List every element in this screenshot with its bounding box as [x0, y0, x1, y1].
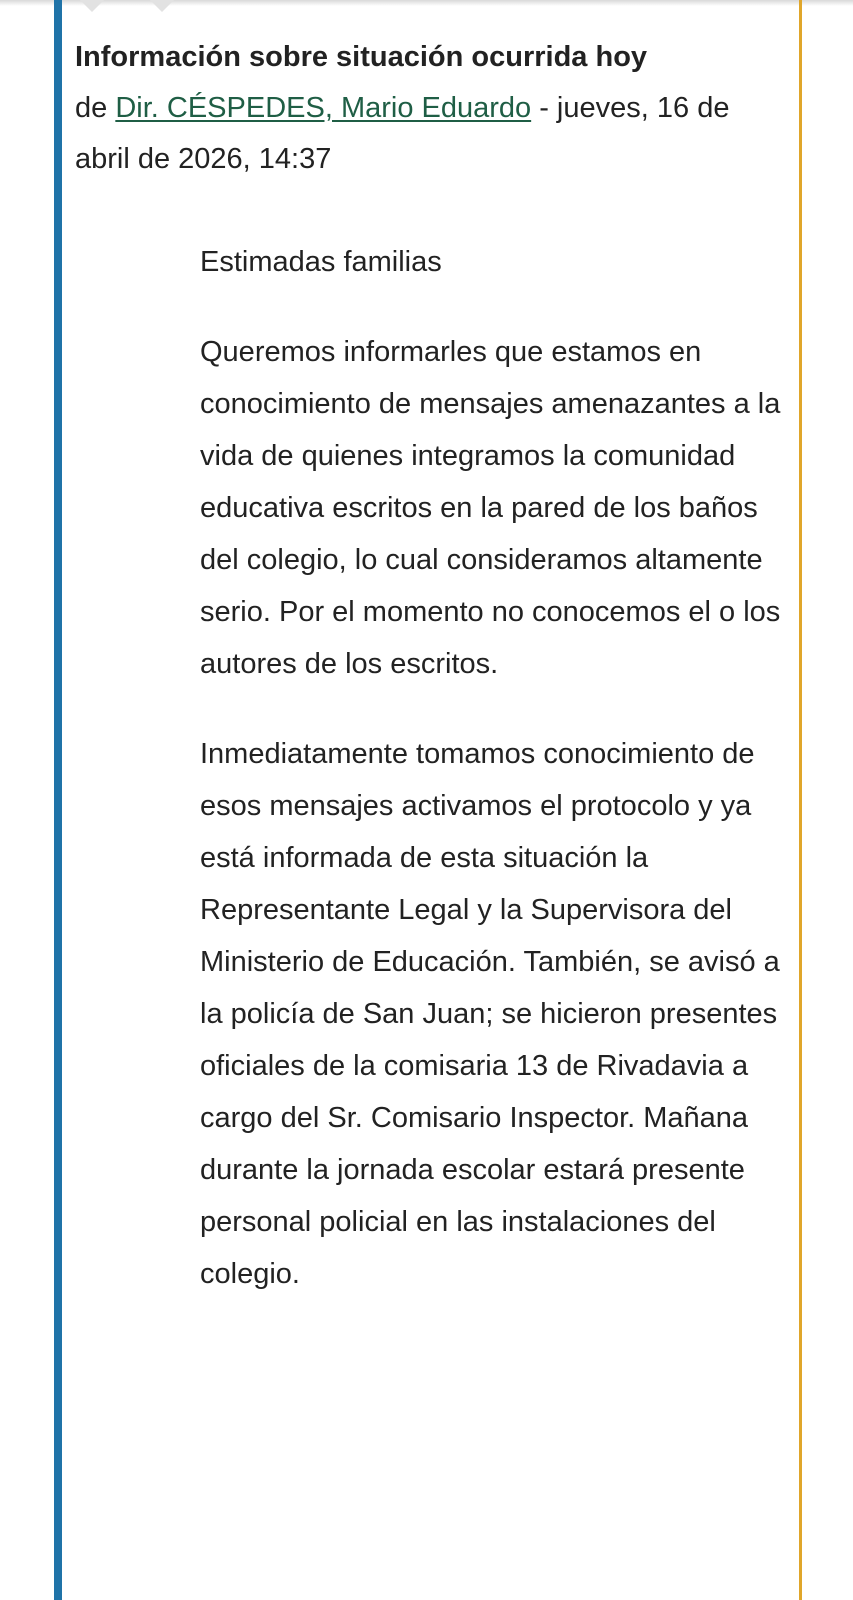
post-author-link[interactable]: Dir. CÉSPEDES, Mario Eduardo [115, 92, 532, 124]
top-shadow [0, 0, 853, 6]
message-greeting: Estimadas familias [200, 246, 442, 278]
post-header [75, 32, 775, 185]
post-subject: Información sobre situación ocurrida hoy [75, 41, 648, 73]
post-left-accent-bar [54, 0, 62, 1600]
message-paragraph: Inmediatamente tomamos conocimiento de esos mensajes activamos el protocolo y ya está informada de esta situación la Representante Legal y la Supervisora del Ministerio de Educación. También, se avisó a la policía de San Juan; se hicieron presentes oficiales de la comisaria 13 de Rivadavia a cargo del Sr. Comisario Inspector. Mañana durante la jornada escolar estará presente personal policial en las instalaciones del colegio. [200, 738, 780, 1290]
tab-notch-left [80, 0, 104, 12]
post-message [200, 236, 785, 1338]
post-right-accent-bar [799, 0, 802, 1600]
message-paragraph: Queremos informarles que estamos en conocimiento de mensajes amenazantes a la vida de quienes integramos la comunidad educativa escritos en la pared de los baños del colegio, lo cual consideramos altamente serio. Por el momento no conocemos el o los autores de los escritos. [200, 336, 781, 680]
post-by-prefix: de [75, 92, 108, 124]
post-date: - jueves, 16 de abril de 2026, 14:37 [75, 92, 730, 175]
tab-notch-right [150, 0, 174, 12]
